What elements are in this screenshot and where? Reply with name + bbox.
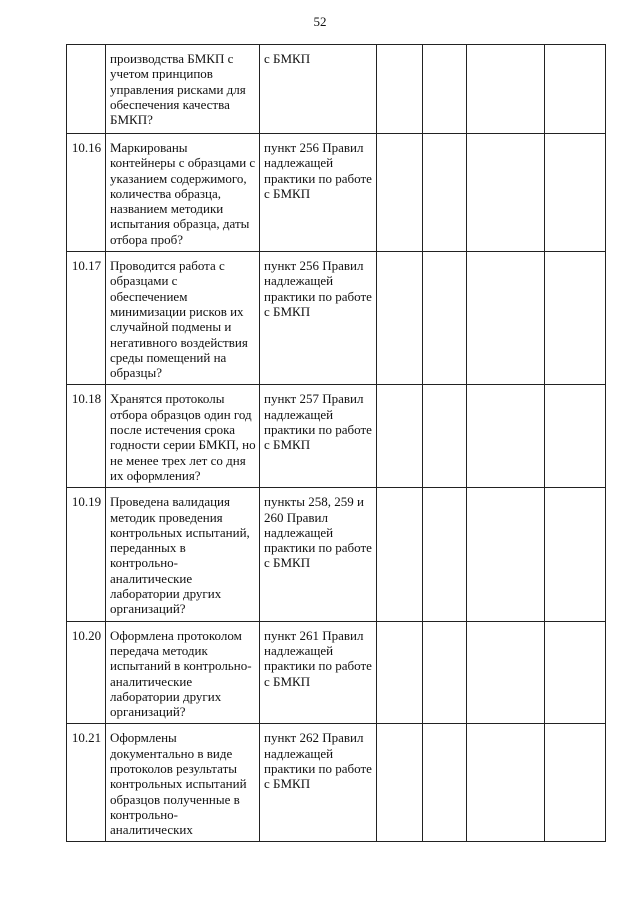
answer-no-cell[interactable] xyxy=(423,385,467,488)
answer-na-cell[interactable] xyxy=(467,45,545,134)
notes-cell[interactable] xyxy=(545,385,606,488)
answer-no-cell[interactable] xyxy=(423,488,467,621)
item-number: 10.21 xyxy=(67,724,106,842)
table-row xyxy=(67,488,606,621)
item-number: 10.17 xyxy=(67,252,106,385)
notes-cell[interactable] xyxy=(545,621,606,724)
answer-yes-cell[interactable] xyxy=(377,621,423,724)
answer-no-cell[interactable] xyxy=(423,45,467,134)
legal-reference: пункт 262 Правил надлежащей практики по работе с БМКП xyxy=(260,724,377,842)
table-row xyxy=(67,385,606,488)
answer-no-cell[interactable] xyxy=(423,724,467,842)
page-number: 52 xyxy=(313,14,327,29)
item-number xyxy=(67,45,106,134)
notes-cell[interactable] xyxy=(545,45,606,134)
checklist-table xyxy=(66,44,606,842)
answer-na-cell[interactable] xyxy=(467,621,545,724)
notes-cell[interactable] xyxy=(545,724,606,842)
item-number: 10.18 xyxy=(67,385,106,488)
table-row xyxy=(67,621,606,724)
answer-yes-cell[interactable] xyxy=(377,252,423,385)
notes-cell[interactable] xyxy=(545,488,606,621)
answer-yes-cell[interactable] xyxy=(377,134,423,252)
answer-no-cell[interactable] xyxy=(423,621,467,724)
answer-na-cell[interactable] xyxy=(467,385,545,488)
table-row xyxy=(67,252,606,385)
requirement-question: Маркированы контейнеры с образцами с указанием содержимого, количества образца, названием методики испытания образца, даты отбора проб? xyxy=(106,134,260,252)
table-row xyxy=(67,134,606,252)
legal-reference: пункт 261 Правил надлежащей практики по работе с БМКП xyxy=(260,621,377,724)
table-row xyxy=(67,45,606,134)
requirement-question: Проведена валидация методик проведения контрольных испытаний, переданных в контрольно-аналитические лаборатории других организаций? xyxy=(106,488,260,621)
table-row xyxy=(67,724,606,842)
requirement-question: Хранятся протоколы отбора образцов один год после истечения срока годности серии БМКП, но не менее трех лет со дня их оформления? xyxy=(106,385,260,488)
answer-na-cell[interactable] xyxy=(467,252,545,385)
item-number: 10.16 xyxy=(67,134,106,252)
requirement-question: производства БМКП с учетом принципов управления рисками для обеспечения качества БМКП? xyxy=(106,45,260,134)
answer-na-cell[interactable] xyxy=(467,488,545,621)
legal-reference: с БМКП xyxy=(260,45,377,134)
requirement-question: Оформлены документально в виде протоколов результаты контрольных испытаний образцов полученные в контрольно-аналитических xyxy=(106,724,260,842)
answer-na-cell[interactable] xyxy=(467,134,545,252)
answer-yes-cell[interactable] xyxy=(377,488,423,621)
notes-cell[interactable] xyxy=(545,252,606,385)
answer-yes-cell[interactable] xyxy=(377,724,423,842)
notes-cell[interactable] xyxy=(545,134,606,252)
legal-reference: пункт 256 Правил надлежащей практики по работе с БМКП xyxy=(260,252,377,385)
legal-reference: пункт 257 Правил надлежащей практики по работе с БМКП xyxy=(260,385,377,488)
requirement-question: Проводится работа с образцами с обеспечением минимизации рисков их случайной подмены и негативного воздействия среды помещений на образцы? xyxy=(106,252,260,385)
answer-yes-cell[interactable] xyxy=(377,385,423,488)
requirement-question: Оформлена протоколом передача методик испытаний в контрольно-аналитические лаборатории других организаций? xyxy=(106,621,260,724)
legal-reference: пункт 256 Правил надлежащей практики по работе с БМКП xyxy=(260,134,377,252)
item-number: 10.20 xyxy=(67,621,106,724)
answer-na-cell[interactable] xyxy=(467,724,545,842)
item-number: 10.19 xyxy=(67,488,106,621)
answer-no-cell[interactable] xyxy=(423,252,467,385)
legal-reference: пункты 258, 259 и 260 Правил надлежащей практики по работе с БМКП xyxy=(260,488,377,621)
answer-no-cell[interactable] xyxy=(423,134,467,252)
answer-yes-cell[interactable] xyxy=(377,45,423,134)
